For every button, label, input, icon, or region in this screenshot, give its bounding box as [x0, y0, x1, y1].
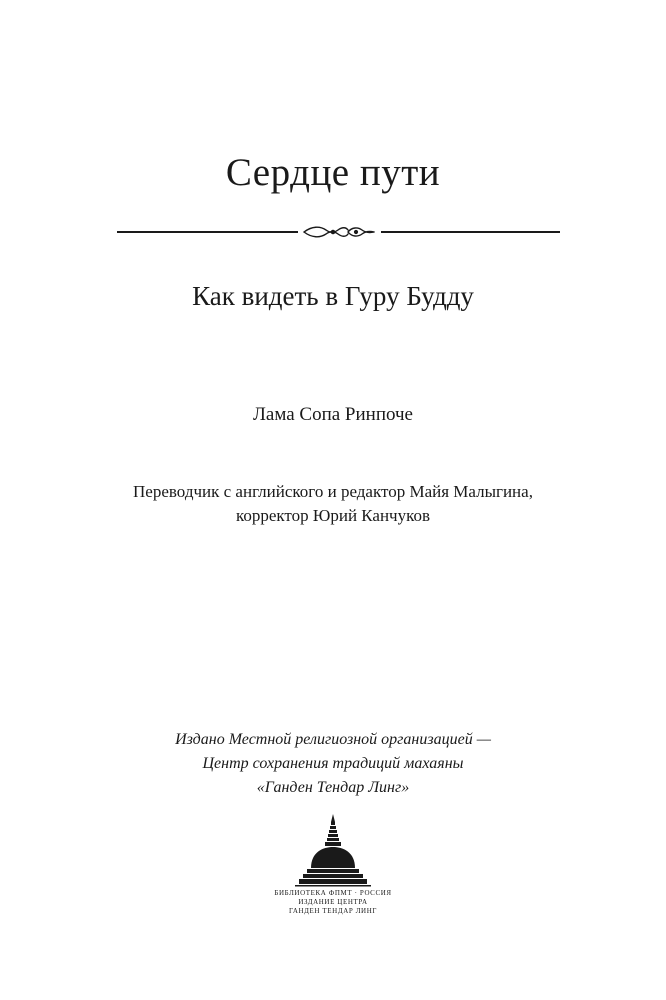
- book-subtitle: Как видеть в Гуру Будду: [192, 281, 474, 311]
- ornamental-divider: [0, 220, 666, 244]
- logo-caption: БИБЛИОТЕКА ФПМТ · РОССИЯ: [274, 889, 392, 897]
- logo-caption: ГАНДЕН ТЕНДАР ЛИНГ: [288, 907, 378, 915]
- translator-credits: [0, 480, 666, 528]
- book-title: Сердце пути: [225, 151, 441, 194]
- publisher-line: Издано Местной религиозной организацией —: [175, 731, 491, 748]
- publisher-line: «Ганден Тендар Линг»: [256, 779, 410, 796]
- publisher-line: Центр сохранения традиций махаяны: [202, 755, 464, 772]
- publisher-info: [0, 728, 666, 800]
- credits-line: корректор Юрий Канчуков: [235, 506, 431, 525]
- flourish-icon: [304, 227, 374, 237]
- author-name: Лама Сопа Ринпоче: [253, 404, 413, 425]
- credits-line: Переводчик с английского и редактор Майя Малыгина,: [133, 482, 533, 501]
- logo-caption: ИЗДАНИЕ ЦЕНТРА: [298, 898, 368, 906]
